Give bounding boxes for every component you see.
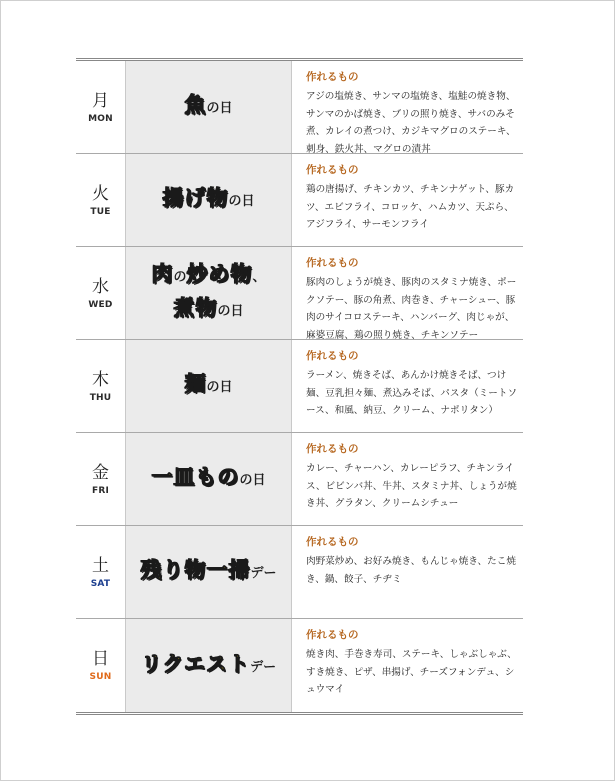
day-kanji: 金 [92,462,109,483]
theme-title [141,649,276,683]
theme-plain-text: の日 [217,304,244,319]
dishes-cell [292,247,523,339]
theme-cell [125,340,292,432]
theme-line [141,649,276,683]
table-row-sat [76,526,523,619]
theme-highlight-text: 炒め物 [186,262,253,286]
day-english: FRI [91,485,110,496]
dishes-label: 作れるもの [306,257,359,269]
theme-title [151,462,265,496]
dishes-list: ラーメン、焼きそば、あんかけ焼きそば、つけ麺、豆乳担々麺、煮込みそば、パスタ（ミートソース、和風、納豆、クリーム、ナポリタン） [306,370,518,416]
theme-highlight-text: 肉 [151,262,174,286]
dishes-list: アジの塩焼き、サンマの塩焼き、塩鮭の焼き物、サンマのかば焼き、ブリの照り焼き、サバのみそ煮、カレイの煮つけ、カジキマグロのステーキ、刺身、鉄火丼、マグロの漬丼 [306,91,516,155]
day-kanji: 月 [92,90,109,111]
dishes-label: 作れるもの [306,443,359,455]
theme-plain-text: デー [250,566,277,581]
theme-title [162,183,254,217]
theme-cell [125,61,292,153]
day-english: SUN [89,672,112,682]
theme-highlight-text: 揚げ物 [162,186,229,210]
day-english: WED [88,299,113,310]
day-english: THU [89,392,112,403]
theme-title [184,90,232,124]
dishes-label: 作れるもの [306,71,359,83]
theme-plain-text: の日 [239,473,266,488]
day-kanji: 木 [92,369,109,390]
theme-title [140,555,276,589]
table-row-fri [76,433,523,526]
theme-plain-text: の日 [206,380,233,395]
day-cell [76,619,125,712]
theme-cell [125,619,292,712]
dishes-label: 作れるもの [306,536,359,548]
theme-plain-text: の日 [206,101,233,116]
day-cell [76,433,125,525]
day-cell [76,247,125,339]
dishes-cell [292,433,523,525]
dishes-label: 作れるもの [306,629,359,641]
dishes-list: 豚肉のしょうが焼き、豚肉のスタミナ焼き、ポークソテー、豚の角煮、肉巻き、チャーシュー、豚肉のサイコロステーキ、ハンバーグ、肉じゃが、麻婆豆腐、鶏の照り焼き、チキンソテー [306,277,517,341]
theme-line [140,555,276,589]
theme-plain-text: の日 [228,194,255,209]
dishes-cell [292,340,523,432]
day-cell [76,61,125,153]
theme-plain-text: の [173,270,187,285]
table-row-mon [76,61,523,154]
day-english: MON [88,113,113,124]
day-kanji: 土 [92,555,109,576]
theme-title [151,259,265,327]
table-row-sun [76,619,523,712]
theme-highlight-text: 残り物一掃 [140,558,251,582]
day-cell [76,526,125,618]
theme-cell [125,154,292,246]
dishes-list: カレー、チャーハン、カレーピラフ、チキンライス、ビビンバ丼、牛丼、スタミナ丼、しょうが焼き丼、グラタン、クリームシチュー [306,463,517,509]
theme-highlight-text: 麺 [184,372,207,396]
day-english: SAT [90,578,111,589]
theme-plain-text: 、 [252,270,266,285]
theme-line [184,90,232,124]
theme-plain-text: デー [250,659,277,675]
dishes-cell [292,619,523,712]
dishes-list: 焼き肉、手巻き寿司、ステーキ、しゃぶしゃぶ、すき焼き、ピザ、串揚げ、チーズフォンデュ、シュウマイ [306,649,517,695]
dishes-cell [292,61,523,153]
dishes-label: 作れるもの [306,350,359,362]
dishes-list: 鶏の唐揚げ、チキンカツ、チキンナゲット、豚カツ、エビフライ、コロッケ、ハムカツ、天ぷら、アジフライ、サーモンフライ [306,184,515,230]
dishes-cell [292,526,523,618]
weekly-menu-table [76,58,523,715]
theme-highlight-text: 魚 [184,93,207,117]
table-row-thu [76,340,523,433]
dishes-cell [292,154,523,246]
theme-title [184,369,232,403]
theme-line [184,369,232,403]
theme-line [151,293,265,327]
table-row-tue [76,154,523,247]
day-cell [76,154,125,246]
theme-line [151,259,265,293]
theme-line [162,183,254,217]
theme-highlight-text: 煮物 [173,296,218,320]
theme-cell [125,247,292,339]
theme-cell [125,526,292,618]
table-row-wed [76,247,523,340]
theme-line [151,462,265,496]
theme-highlight-text: リクエスト [140,651,251,676]
dishes-list: 肉野菜炒め、お好み焼き、もんじゃ焼き、たこ焼き、鍋、餃子、チヂミ [306,556,516,585]
day-english: TUE [90,206,111,217]
day-kanji: 火 [92,183,109,204]
theme-highlight-text: 一皿もの [151,465,240,489]
day-cell [76,340,125,432]
day-kanji: 日 [92,649,109,669]
theme-cell [125,433,292,525]
dishes-label: 作れるもの [306,164,359,176]
day-kanji: 水 [92,276,109,297]
